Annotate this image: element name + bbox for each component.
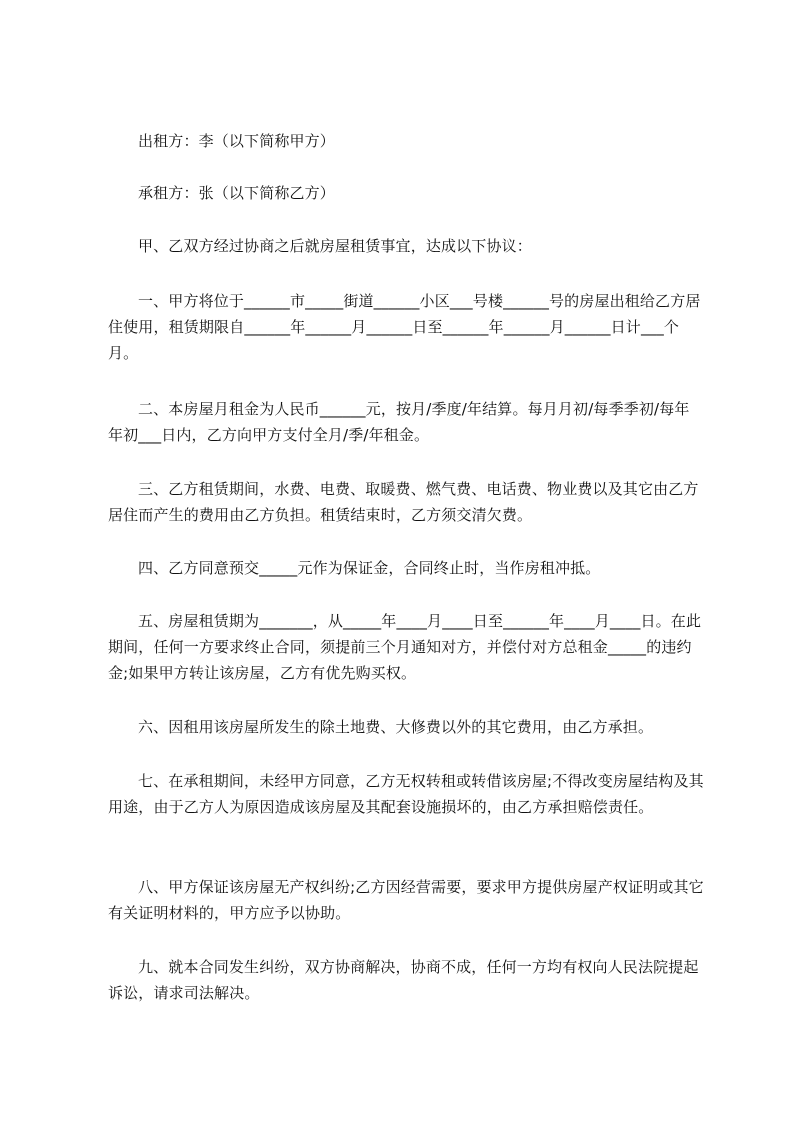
clause-1: 一、甲方将位于______市_____街道______小区___号楼______号的房屋出租给乙方居住使用，租赁期限自______年______月______日至______年______月______日计___个月。 [108, 292, 701, 362]
lessor-line: 出租方：李（以下简称甲方） [138, 132, 335, 150]
clause-3: 三、乙方租赁期间，水费、电费、取暖费、燃气费、电话费、物业费以及其它由乙方居住而产生的费用由乙方负担。租赁结束时，乙方须交清欠费。 [108, 480, 699, 524]
preamble: 甲、乙双方经过协商之后就房屋租赁事宜，达成以下协议： [138, 237, 532, 255]
clause-5: 五、房屋租赁期为_______，从_____年____月____日至______年____月____日。在此期间，任何一方要求终止合同，须提前三个月通知对方，并偿付对方总租金_____的违约金;如果甲方转让该房屋，乙方有优先购买权。 [108, 612, 702, 682]
clause-2: 二、本房屋月租金为人民币______元，按月/季度/年结算。每月月初/每季季初/每年年初___日内，乙方向甲方支付全月/季/年租金。 [108, 400, 690, 444]
clause-8: 八、甲方保证该房屋无产权纠纷;乙方因经营需要，要求甲方提供房屋产权证明或其它有关证明材料的，甲方应予以协助。 [108, 878, 704, 922]
clause-6: 六、因租用该房屋所发生的除土地费、大修费以外的其它费用，由乙方承担。 [138, 718, 654, 736]
clause-7: 七、在承租期间，未经甲方同意，乙方无权转租或转借该房屋;不得改变房屋结构及其用途，由于乙方人为原因造成该房屋及其配套设施损坏的，由乙方承担赔偿责任。 [108, 772, 704, 816]
clause-9: 九、就本合同发生纠纷，双方协商解决，协商不成，任何一方均有权向人民法院提起诉讼，请求司法解决。 [108, 958, 699, 1002]
clause-4: 四、乙方同意预交_____元作为保证金，合同终止时，当作房租冲抵。 [138, 559, 601, 577]
lessee-line: 承租方：张（以下简称乙方） [138, 184, 335, 202]
